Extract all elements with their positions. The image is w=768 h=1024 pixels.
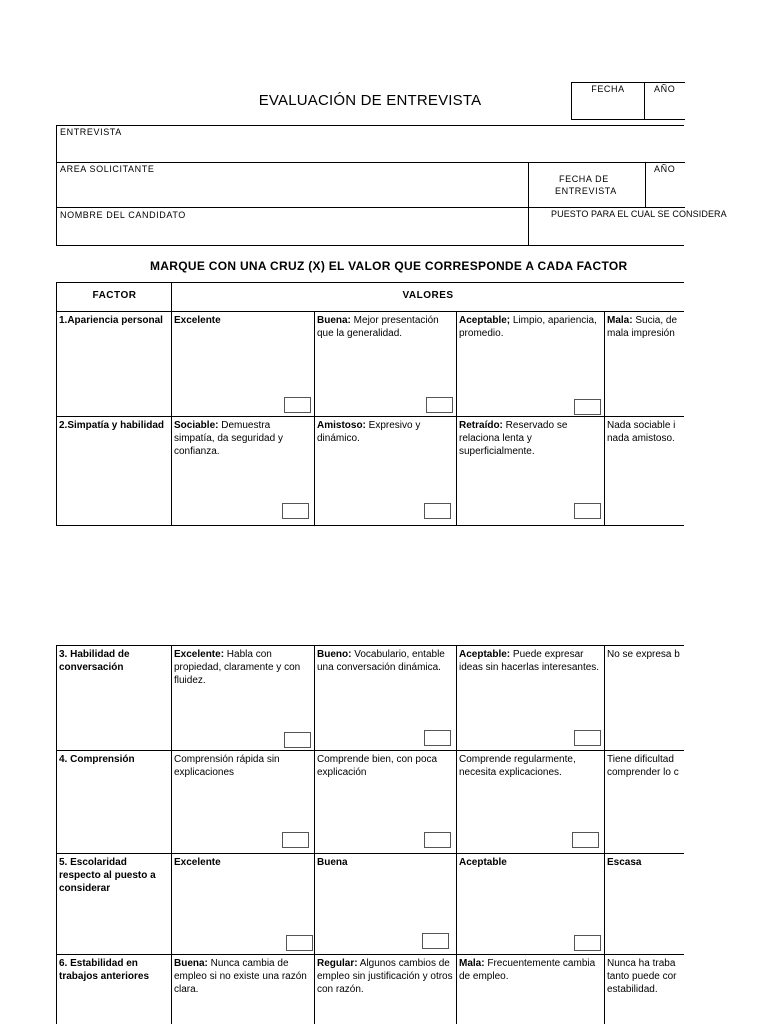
factor-cell: 2.Simpatía y habilidad xyxy=(56,416,172,525)
checkbox[interactable] xyxy=(424,503,451,519)
value-cell[interactable] xyxy=(604,311,684,417)
info-form xyxy=(56,125,727,246)
value-text: Limpio, apariencia, promedio. xyxy=(459,315,597,339)
value-cell[interactable] xyxy=(604,853,684,955)
checkbox[interactable] xyxy=(424,730,451,746)
value-label: Sociable: xyxy=(174,420,219,431)
factor-cell: 6. Estabilidad en trabajos anteriores xyxy=(56,954,172,1024)
value-label: Retraído: xyxy=(459,420,503,431)
nombre-candidato-field[interactable]: NOMBRE DEL CANDIDATO xyxy=(60,210,186,220)
value-text: Demuestra simpatía, da seguridad y confianza. xyxy=(174,420,283,457)
evaluation-table-2 xyxy=(56,645,684,1024)
ano-box[interactable] xyxy=(644,82,685,120)
checkbox[interactable] xyxy=(574,730,601,746)
ano-label: AÑO xyxy=(654,84,676,94)
entrevista-field[interactable]: ENTREVISTA xyxy=(60,127,122,137)
value-text: Habla con propiedad, claramente y con fluidez. xyxy=(174,649,301,686)
fecha-entrevista-label: FECHA DE xyxy=(559,174,609,184)
value-label: Aceptable xyxy=(459,857,507,868)
value-cell[interactable] xyxy=(171,954,315,1024)
value-label: Escasa xyxy=(607,857,642,868)
value-text: Comprende regularmente, necesita explicaciones. xyxy=(459,754,576,778)
checkbox[interactable] xyxy=(574,503,601,519)
checkbox[interactable] xyxy=(284,732,311,748)
value-text: Nunca cambia de empleo si no existe una razón clara. xyxy=(174,958,307,995)
value-cell[interactable] xyxy=(604,645,684,751)
value-label: Regular: xyxy=(317,958,358,969)
area-solicitante-field[interactable]: AREA SOLICITANTE xyxy=(60,164,155,174)
factor-header: FACTOR xyxy=(56,282,172,312)
fecha-label: FECHA xyxy=(591,84,625,94)
puesto-label: PUESTO PARA EL CUAL SE CONSIDERA xyxy=(551,209,727,219)
value-text: Puede expresar ideas sin hacerlas interesantes. xyxy=(459,649,600,673)
page-title: EVALUACIÓN DE ENTREVISTA xyxy=(258,92,482,109)
value-cell[interactable] xyxy=(314,954,457,1024)
value-text: Vocabulario, entable una conversación dinámica. xyxy=(317,649,445,673)
evaluation-table-1 xyxy=(56,282,684,526)
ano-entrevista-cell[interactable] xyxy=(645,162,686,208)
checkbox[interactable] xyxy=(426,397,453,413)
checkbox[interactable] xyxy=(422,933,449,949)
factor-cell: 4. Comprensión xyxy=(56,750,172,854)
fecha-entrevista-label-2: ENTREVISTA xyxy=(555,186,617,196)
value-cell[interactable] xyxy=(604,750,684,854)
puesto-cell[interactable] xyxy=(528,207,727,246)
checkbox[interactable] xyxy=(574,935,601,951)
value-cell[interactable] xyxy=(604,954,684,1024)
checkbox[interactable] xyxy=(282,503,309,519)
value-text: Comprende bien, con poca explicación xyxy=(317,754,438,778)
value-label: Buena: xyxy=(174,958,208,969)
factor-cell: 1.Apariencia personal xyxy=(56,311,172,417)
value-label: Excelente xyxy=(174,857,221,868)
value-label: Excelente xyxy=(174,315,221,326)
checkbox[interactable] xyxy=(284,397,311,413)
value-label: Bueno: xyxy=(317,649,352,660)
value-label: Mala: xyxy=(459,958,485,969)
value-cell[interactable] xyxy=(456,954,605,1024)
value-text: Nunca ha traba tanto puede cor estabilidad. xyxy=(607,958,677,995)
value-text: Nada sociable i nada amistoso. xyxy=(607,420,676,444)
value-text: Expresivo y dinámico. xyxy=(317,420,421,444)
checkbox[interactable] xyxy=(282,832,309,848)
value-text: Sucia, de mala impresión xyxy=(607,315,678,339)
value-text: Frecuentemente cambia de empleo. xyxy=(459,958,596,982)
value-text: Mejor presentación que la generalidad. xyxy=(317,315,439,339)
value-text: Algunos cambios de empleo sin justificación y otros con razón. xyxy=(317,958,453,995)
value-label: Amistoso: xyxy=(317,420,366,431)
value-label: Aceptable: xyxy=(459,649,511,660)
value-label: Aceptable; xyxy=(459,315,511,326)
value-text: No se expresa b xyxy=(607,649,680,660)
value-label: Mala: xyxy=(607,315,633,326)
value-label: Buena xyxy=(317,857,348,868)
factor-cell: 3. Habilidad de conversación xyxy=(56,645,172,751)
value-label: Excelente: xyxy=(174,649,225,660)
ano-entrevista-label: AÑO xyxy=(654,164,676,174)
value-text: Reservado se relaciona lenta y superficialmente. xyxy=(459,420,568,457)
checkbox[interactable] xyxy=(424,832,451,848)
value-text: Tiene dificultad comprender lo c xyxy=(607,754,679,778)
valores-header: VALORES xyxy=(171,282,684,312)
checkbox[interactable] xyxy=(572,832,599,848)
checkbox[interactable] xyxy=(574,399,601,415)
fecha-box[interactable] xyxy=(571,82,645,120)
fecha-entrevista-cell[interactable] xyxy=(528,162,647,208)
value-label: Buena: xyxy=(317,315,351,326)
factor-cell: 5. Escolaridad respecto al puesto a considerar xyxy=(56,853,172,955)
checkbox[interactable] xyxy=(286,935,313,951)
instruction-text: MARQUE CON UNA CRUZ (X) EL VALOR QUE CORRESPONDE A CADA FACTOR xyxy=(150,259,628,273)
value-text: Comprensión rápida sin explicaciones xyxy=(174,754,280,778)
value-cell[interactable] xyxy=(604,416,684,525)
